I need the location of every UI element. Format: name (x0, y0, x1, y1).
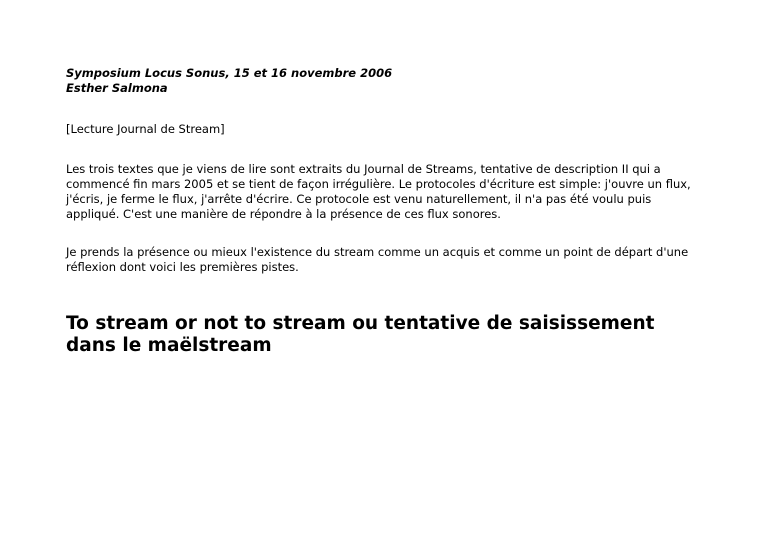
reading-note: [Lecture Journal de Stream] (66, 122, 225, 136)
section-heading: To stream or not to stream ou tentative de saisissement dans le maëlstream (66, 313, 655, 356)
body-paragraph-intro: Les trois textes que je viens de lire sont extraits du Journal de Streams, tentative de description II qui a commencé fin mars 2005 et se tient de façon irrégulière. Le protocoles d'écriture est simple: j'ouvre un flux, j'écris, je ferme le flux, j'arrête d'écrire. Ce protocole est venu naturellement, il n'a pas été voulu puis appliqué. C'est une manière de répondre à la présence de ces flux sonores. (66, 162, 691, 221)
body-paragraph-premise: Je prends la présence ou mieux l'existence du stream comme un acquis et comme un point de départ d'une réflexion dont voici les premières pistes. (66, 245, 689, 274)
symposium-title: Symposium Locus Sonus, 15 et 16 novembre 2006 (66, 66, 393, 80)
author-name: Esther Salmona (66, 81, 168, 95)
